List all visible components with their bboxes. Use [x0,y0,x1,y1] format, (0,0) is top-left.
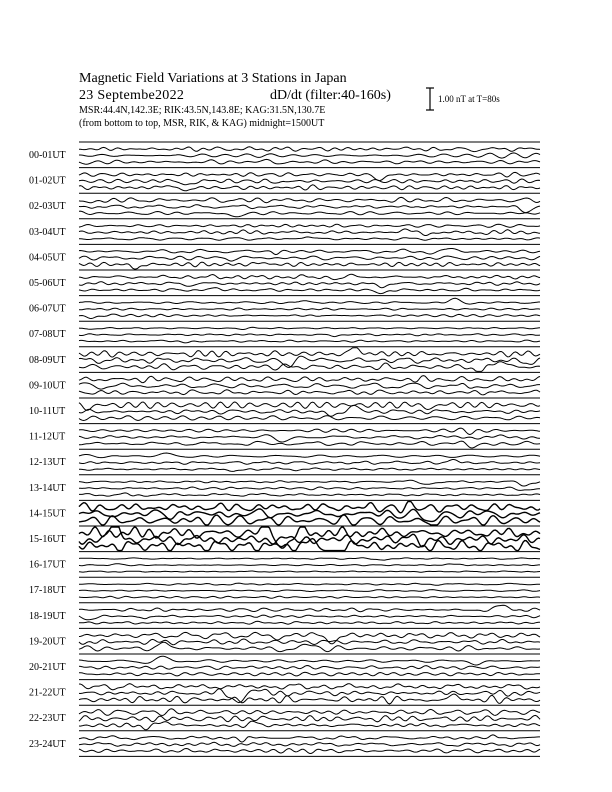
trace-rik [79,308,540,310]
hour-row [29,475,540,497]
trace-msr [79,237,540,240]
hour-label: 04-05UT [29,252,66,264]
trace-kag [79,327,540,329]
trace-msr [79,390,540,395]
trace-msr [79,642,540,651]
hour-row [29,552,540,573]
hour-row [29,449,540,471]
trace-rik [79,435,540,442]
chart-filter: dD/dt (filter:40-160s) [270,88,391,103]
hour-label: 09-10UT [29,380,66,392]
hour-label: 02-03UT [29,201,66,213]
trace-rik [79,179,540,185]
hour-label: 17-18UT [29,585,66,597]
hour-row [29,142,540,164]
trace-msr [79,596,540,598]
hour-row [29,372,540,395]
trace-kag [79,249,540,255]
trace-msr [79,515,540,525]
hour-rows [29,142,540,756]
hour-label: 14-15UT [29,508,66,520]
trace-kag [79,656,540,665]
scale-bar-label: 1.00 nT at T=80s [438,94,500,104]
hour-row [29,731,540,757]
trace-msr [79,262,540,269]
trace-kag [79,274,540,279]
hour-row [29,321,540,343]
trace-kag [79,480,540,486]
hour-label: 19-20UT [29,636,66,648]
hour-label: 01-02UT [29,175,66,187]
hour-label: 23-24UT [29,738,66,750]
trace-kag [79,197,540,202]
hour-row [29,424,540,448]
trace-msr [79,468,540,472]
hour-label: 03-04UT [29,226,66,238]
hour-label: 13-14UT [29,482,66,494]
trace-msr [79,493,540,496]
hour-row [29,680,540,704]
trace-rik [79,229,540,236]
trace-rik [79,715,540,721]
trace-msr [79,721,540,730]
hour-row [29,244,540,269]
trace-kag [79,558,540,560]
trace-rik [79,590,540,592]
trace-msr [79,416,540,421]
station-list: MSR:44.4N,142.3E; RIK:43.5N,143.8E; KAG:31.5N,130.7E [79,105,326,116]
trace-msr [79,749,540,754]
trace-rik [79,487,540,490]
hour-row [29,347,540,372]
trace-rik [79,205,540,213]
chart-date: 23 Septembe2022 [79,88,185,103]
hour-row [29,628,540,651]
trace-msr [79,441,540,448]
chart-title: Magnetic Field Variations at 3 Stations in Japan [79,71,347,86]
stack-order-note: (from bottom to top, MSR, RIK, & KAG) midnight=1500UT [79,118,325,129]
trace-kag [79,376,540,383]
hour-label: 10-11UT [29,406,66,417]
trace-rik [79,666,540,670]
trace-kag [79,583,540,585]
trace-msr [79,672,540,676]
hour-label: 05-06UT [29,278,66,289]
trace-kag [79,453,540,458]
trace-rik [79,334,540,337]
trace-kag [79,172,540,180]
trace-kag [79,348,540,357]
hour-label: 08-09UT [29,354,66,366]
hour-label: 21-22UT [29,687,66,699]
trace-kag [79,298,540,304]
trace-rik [79,509,540,521]
hour-row [29,193,540,217]
trace-kag [79,402,540,410]
trace-rik [79,742,540,746]
trace-kag [79,709,540,716]
hour-row [29,296,540,319]
hour-row [29,654,540,676]
hour-label: 12-13UT [29,457,66,469]
trace-kag [79,428,540,434]
hour-label: 20-21UT [29,662,66,673]
hour-row [29,398,540,421]
trace-msr [79,185,540,191]
trace-rik [79,460,540,465]
hour-row [29,526,540,551]
hour-row [29,577,540,598]
trace-rik [79,615,540,620]
trace-kag [79,224,540,227]
trace-msr [79,694,540,704]
trace-rik [79,564,540,566]
hour-label: 07-08UT [29,329,66,341]
hour-row [29,219,540,240]
trace-rik [79,383,540,389]
trace-kag [79,605,540,611]
trace-kag [79,735,540,742]
trace-msr [79,571,540,572]
hour-row [29,603,540,624]
trace-rik [79,153,540,158]
hour-label: 00-01UT [29,150,66,161]
hour-row [29,168,540,191]
trace-rik [79,282,540,288]
hour-label: 22-23UT [29,713,66,725]
hour-label: 15-16UT [29,534,66,545]
hour-label: 18-19UT [29,610,66,622]
hour-row [29,500,540,525]
trace-msr [79,621,540,624]
hour-row [29,270,540,294]
trace-rik [79,256,540,261]
trace-msr [79,288,540,294]
hour-label: 06-07UT [29,303,66,315]
hour-label: 11-12UT [29,431,66,443]
trace-kag [79,684,540,690]
trace-msr [79,159,540,164]
hour-row [29,705,540,730]
hour-label: 16-17UT [29,559,66,571]
trace-msr [79,340,540,343]
trace-msr [79,314,540,318]
scale-bar [426,88,434,110]
trace-rik [79,639,540,645]
trace-msr [79,211,540,217]
trace-kag [79,147,540,152]
